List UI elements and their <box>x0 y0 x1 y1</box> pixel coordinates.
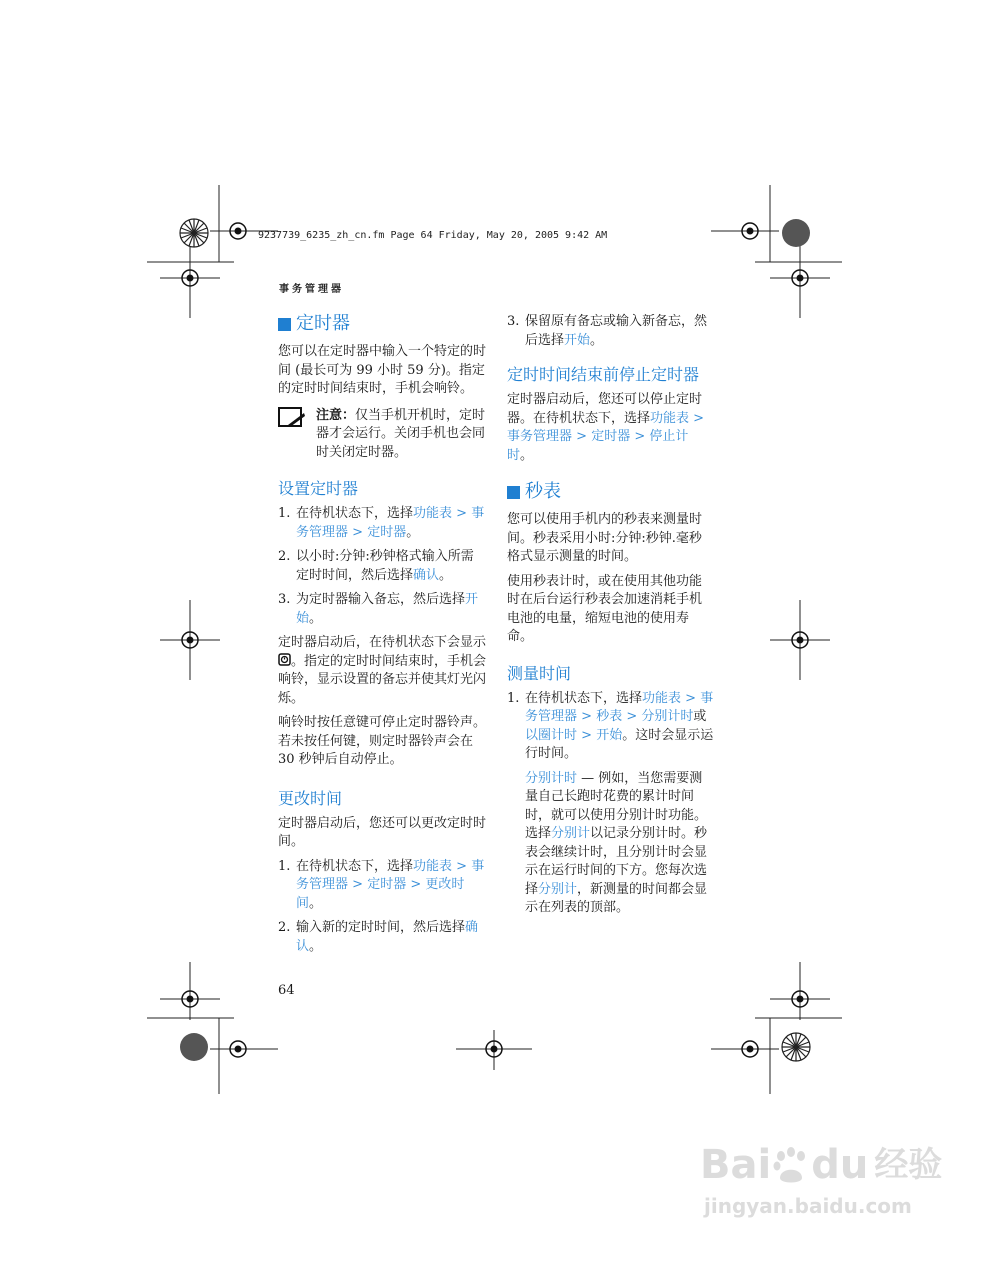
menu-link[interactable]: 功能表 <box>413 506 453 521</box>
left-column <box>278 313 486 962</box>
menu-link[interactable]: 更改时间 <box>296 877 465 911</box>
menu-link[interactable]: 分别计 <box>551 826 591 841</box>
menu-link[interactable]: 确认 <box>296 920 479 954</box>
after-start-text: 定时器启动后，在待机状态下会显示 。指定的定时时间结束时，手机会响铃，显示设置的备忘并使其灯光闪烁。 <box>278 635 487 706</box>
file-header: 9237739_6235_zh_cn.fm Page 64 Friday, May 20, 2005 9:42 AM <box>258 230 608 241</box>
set-timer-steps-cont <box>507 313 714 350</box>
menu-link[interactable]: 事务管理器 <box>525 690 714 724</box>
list-item: 1. 在待机状态下，选择功能表 > 事务管理器 > 秒表 > 分别计时或以圈计时 > 开始。这时会显示运行时间。 <box>507 690 714 761</box>
note-text: 注意：仅当手机开机时，定时器才会运行。关闭手机也会同时关闭定时器。 <box>316 407 486 460</box>
note-block <box>278 407 486 463</box>
change-time-steps <box>278 858 486 957</box>
menu-link[interactable]: 开始 <box>596 727 623 743</box>
menu-link[interactable]: 定时器 <box>367 877 407 892</box>
page-number: 64 <box>278 983 295 998</box>
baidu-watermark: Bai du 经验 jingyan.baidu.com <box>700 1140 950 1250</box>
heading-square-icon <box>507 486 520 499</box>
right-column <box>507 313 714 924</box>
list-item: 3. 保留原有备忘或输入新备忘，然后选择开始。 <box>507 314 708 348</box>
menu-link[interactable]: 开始 <box>296 592 479 626</box>
ring-text: 响铃时按任意键可停止定时器铃声。若未按任何键，则定时器铃声会在 30 秒钟后自动停止。 <box>278 715 487 767</box>
menu-link[interactable]: 秒表 <box>596 709 623 724</box>
running-header: 事务管理器 <box>279 284 344 295</box>
set-timer-steps <box>278 505 486 628</box>
stopwatch-heading: 秒表 <box>507 481 714 503</box>
menu-link[interactable]: 功能表 <box>413 858 453 874</box>
menu-link[interactable]: 事务管理器 <box>296 858 485 892</box>
stop-timer-text: 定时器启动后，您还可以停止定时器。在待机状态下，选择功能表 > 事务管理器 > 定时器 > 停止计时。 <box>507 392 705 463</box>
heading-square-icon <box>278 318 291 331</box>
measure-heading: 测量时间 <box>507 663 572 683</box>
menu-link[interactable]: 功能表 <box>642 690 682 706</box>
list-item: 1. 在待机状态下，选择功能表 > 事务管理器 > 定时器 > 更改时间。 <box>278 858 485 911</box>
change-time-heading: 更改时间 <box>278 788 343 808</box>
menu-link[interactable]: 定时器 <box>367 524 407 540</box>
menu-link[interactable]: 分别计时 <box>525 770 578 786</box>
menu-link[interactable]: 确认 <box>413 567 440 583</box>
split-timing-text: 分别计时 — 例如，当您需要测量自己长跑时花费的累计时间时，就可以使用分别计时功能。选择分别计以记录分别计时。秒表会继续计时，且分别计时会显示在运行时间的下方。您每次选择分别计，新测量的时间都会显示在列表的顶部。 <box>525 770 708 915</box>
menu-link[interactable]: 事务管理器 <box>507 429 573 444</box>
timer-heading: 定时器 <box>278 313 486 335</box>
list-item: 2. 以小时:分钟:秒钟格式输入所需定时时间，然后选择确认。 <box>278 549 474 583</box>
list-item: 1. 在待机状态下，选择功能表 > 事务管理器 > 定时器。 <box>278 506 485 540</box>
stop-timer-heading: 定时时间结束前停止定时器 <box>507 365 700 384</box>
paw-icon <box>772 1145 810 1185</box>
menu-link[interactable]: 事务管理器 <box>296 506 485 540</box>
measure-steps <box>507 690 714 764</box>
menu-link[interactable]: 功能表 <box>650 410 690 426</box>
change-intro: 定时器启动后，您还可以更改定时时间。 <box>278 815 487 849</box>
watermark-url: jingyan.baidu.com <box>704 1194 912 1218</box>
menu-link[interactable]: 分别计 <box>538 881 578 897</box>
menu-link[interactable]: 定时器 <box>591 429 631 444</box>
stopwatch-intro: 您可以使用手机内的秒表来测量时间。秒表采用小时:分钟:秒钟.毫秒格式显示测量的时间。 <box>507 512 703 564</box>
list-item: 2. 输入新的定时时间，然后选择确认。 <box>278 920 479 954</box>
menu-link[interactable]: 以圈计时 <box>525 727 578 743</box>
menu-link[interactable]: 开始 <box>564 332 591 348</box>
stopwatch-battery: 使用秒表计时，或在使用其他功能时在后台运行秒表会加速消耗手机电池的电量，缩短电池的使用寿命。 <box>507 573 703 644</box>
note-icon <box>278 407 306 429</box>
menu-link[interactable]: 停止计时 <box>507 429 689 463</box>
timer-intro: 您可以在定时器中输入一个特定的时间 (最长可为 99 小时 59 分)。指定的定时时间结束时，手机会响铃。 <box>278 344 487 396</box>
timer-indicator-icon <box>278 653 291 666</box>
menu-link[interactable]: 分别计时 <box>641 709 694 724</box>
set-timer-heading: 设置定时器 <box>278 479 359 498</box>
list-item: 3. 为定时器输入备忘，然后选择开始。 <box>278 592 479 626</box>
